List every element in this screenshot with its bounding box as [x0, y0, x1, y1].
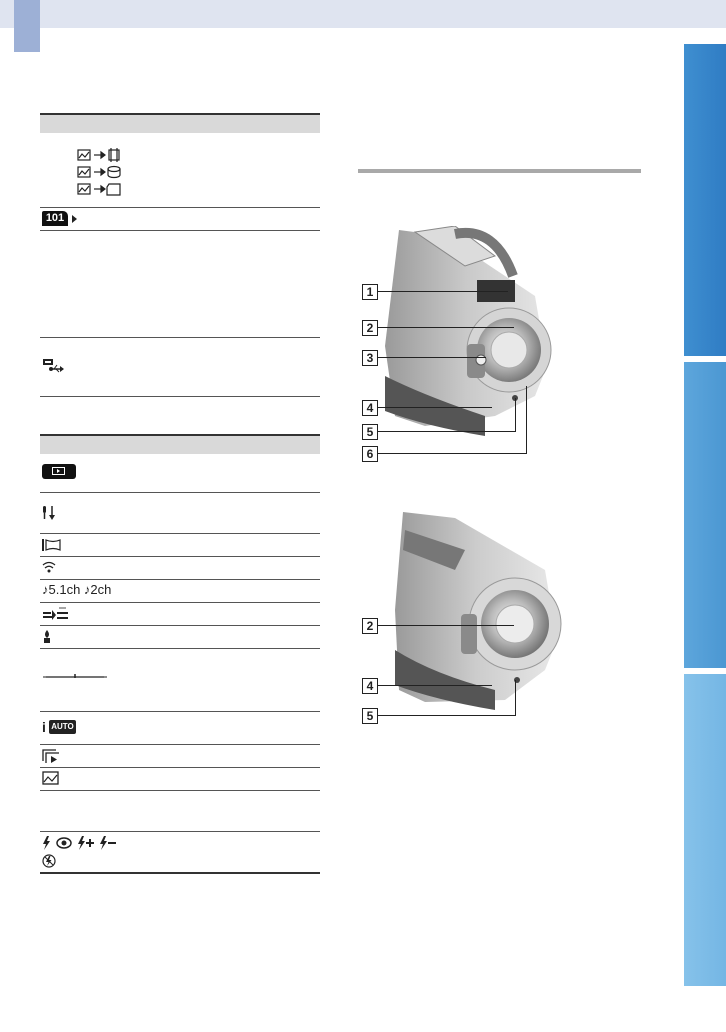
callout-4: 4	[362, 678, 378, 694]
leader-line	[378, 685, 492, 686]
flash-icon	[43, 836, 50, 850]
slider-icon	[42, 671, 108, 685]
wide-mode-icon	[42, 538, 62, 552]
side-tab-1[interactable]	[681, 44, 726, 356]
table-row	[40, 338, 320, 397]
callout-2: 2	[362, 320, 378, 336]
table-row	[40, 626, 320, 649]
table-header	[40, 113, 320, 133]
leader-line	[378, 715, 515, 716]
camcorder-illustration-1	[385, 226, 565, 466]
callout-6: 6	[362, 446, 378, 462]
callout-4: 4	[362, 400, 378, 416]
flash-off-icon	[43, 855, 55, 867]
table-row	[40, 649, 320, 712]
leader-line	[515, 398, 516, 432]
wind-noise-icon	[42, 605, 70, 622]
table-row	[40, 745, 320, 768]
audio-mode-icon: ♪5.1ch ♪2ch	[42, 582, 112, 597]
callout-2: 2	[362, 618, 378, 634]
table-row	[40, 768, 320, 791]
icon-table-1	[40, 113, 320, 437]
camcorder-illustration-2	[395, 510, 585, 730]
leader-line	[378, 625, 514, 626]
play-button-icon	[42, 464, 76, 479]
leader-line	[378, 357, 486, 358]
media-copy-icons	[76, 147, 132, 199]
table-row	[40, 791, 320, 832]
table-row	[40, 557, 320, 580]
table-row	[40, 832, 320, 874]
side-tab-3[interactable]	[681, 674, 726, 986]
intelligent-auto-letter: i	[42, 719, 46, 735]
flash-minus-icon	[100, 836, 116, 850]
mic-level-icon	[42, 505, 58, 521]
leader-line	[378, 291, 508, 292]
movie-to-hdd-icon	[78, 167, 120, 178]
leader-line	[378, 327, 514, 328]
table-row	[40, 133, 320, 208]
table-row	[40, 397, 320, 437]
table-row	[40, 231, 320, 338]
usb-icon	[42, 358, 64, 374]
callout-3: 3	[362, 350, 378, 366]
icon-table-2	[40, 434, 320, 874]
header-tab-marker	[14, 0, 40, 52]
movie-to-memory-icon	[78, 148, 119, 162]
table-row	[40, 534, 320, 557]
play-arrow-icon	[72, 215, 77, 223]
callout-5: 5	[362, 708, 378, 724]
slideshow-icon	[42, 748, 62, 764]
folder-101-icon: 101	[42, 211, 68, 226]
table-row	[40, 712, 320, 745]
callout-1: 1	[362, 284, 378, 300]
photo-icon	[42, 771, 60, 786]
red-eye-icon	[57, 838, 71, 848]
intelligent-auto-icon: AUTO	[49, 720, 76, 734]
header-bar	[0, 0, 726, 28]
leader-line	[378, 431, 515, 432]
table-row	[40, 454, 320, 493]
leader-line	[378, 453, 526, 454]
section-rule	[358, 169, 641, 173]
table-row	[40, 493, 320, 534]
flash-plus-icon	[78, 836, 94, 850]
leader-line	[526, 386, 527, 454]
callout-5: 5	[362, 424, 378, 440]
table-row	[40, 603, 320, 626]
wireless-icon	[42, 560, 56, 574]
flash-icons	[42, 835, 134, 869]
table-row	[40, 580, 320, 603]
table-header	[40, 434, 320, 454]
movie-to-card-icon	[78, 184, 120, 195]
side-tab-2[interactable]	[681, 362, 726, 668]
lamp-icon	[42, 629, 52, 644]
leader-line	[378, 407, 492, 408]
table-row	[40, 208, 320, 231]
leader-line	[515, 680, 516, 716]
